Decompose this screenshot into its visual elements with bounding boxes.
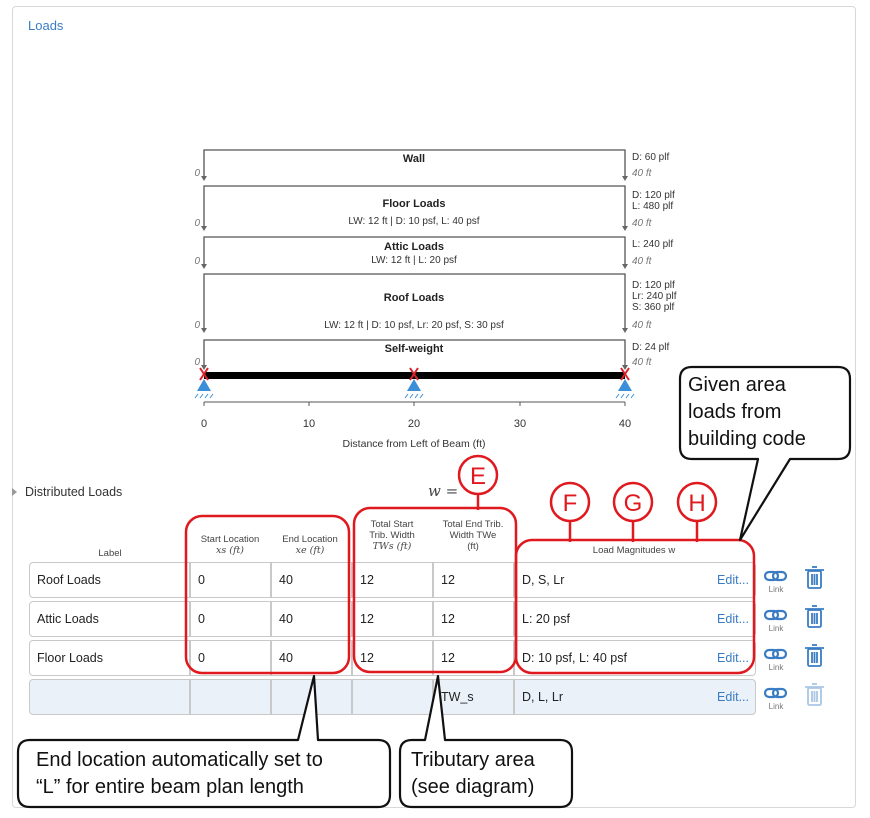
load-magnitude: L: 480 plf <box>632 201 674 212</box>
label-input[interactable]: Attic Loads <box>29 601 190 637</box>
end-label: 40 ft <box>632 357 652 368</box>
end-trib-width-input[interactable]: TW_s <box>433 679 514 715</box>
label-input[interactable]: Roof Loads <box>29 562 190 598</box>
start-location-input[interactable]: 0 <box>190 562 271 598</box>
load-name-wall: Wall <box>402 153 426 165</box>
load-detail-floor: LW: 12 ft | D: 10 psf, L: 40 psf <box>348 216 480 227</box>
end-trib-width-input[interactable]: 12 <box>433 601 514 637</box>
axis-tick-label: 0 <box>200 418 208 430</box>
start-label: 0 <box>194 168 200 179</box>
callout-end-text: “L” for entire beam plan length <box>36 776 304 798</box>
link-label: Link <box>768 702 784 711</box>
link-label: Link <box>768 663 784 672</box>
header-load-magnitudes: Load Magnitudes w <box>592 545 676 556</box>
start-label: 0 <box>194 218 200 229</box>
load-magnitude: Lr: 240 plf <box>632 291 677 302</box>
load-detail-attic: LW: 12 ft | L: 20 psf <box>371 255 457 266</box>
load-magnitudes-field[interactable]: D, L, Lr Edit... <box>514 679 756 715</box>
load-magnitude: D: 120 plf <box>632 190 675 201</box>
highlight-magnitudes-box <box>516 540 754 673</box>
end-location-input[interactable]: 40 <box>271 562 352 598</box>
edit-link[interactable]: Edit... <box>717 612 749 626</box>
start-location-input[interactable]: 0 <box>190 640 271 676</box>
axis-label: Distance from Left of Beam (ft) <box>342 438 486 450</box>
callout-trib-text: Tributary area <box>411 749 535 771</box>
load-magnitude: D: 60 plf <box>632 152 670 163</box>
load-magnitude: D: 24 plf <box>632 342 670 353</box>
end-label: 40 ft <box>632 168 652 179</box>
start-trib-width-input[interactable]: 12 <box>352 640 433 676</box>
load-name-selfweight: Self-weight <box>384 343 444 355</box>
load-magnitude: D: 120 plf <box>632 280 675 291</box>
start-trib-width-input[interactable]: 12 <box>352 601 433 637</box>
start-trib-width-input[interactable]: 12 <box>352 562 433 598</box>
highlight-trib-box <box>354 508 516 672</box>
edit-link[interactable]: Edit... <box>717 690 749 704</box>
highlight-location-box <box>186 516 349 673</box>
letter-e: E <box>469 463 487 490</box>
load-magnitude: L: 240 plf <box>632 239 674 250</box>
load-name-roof: Roof Loads <box>383 292 445 304</box>
end-label: 40 ft <box>632 256 652 267</box>
callout-trib-text: (see diagram) <box>411 776 535 798</box>
header-end-trib-width: Total End Trib. Width TWe (ft) <box>442 519 504 552</box>
letter-f: F <box>562 490 578 517</box>
end-trib-width-input[interactable]: 12 <box>433 562 514 598</box>
load-magnitudes-field[interactable]: D, S, Lr Edit... <box>514 562 756 598</box>
end-label: 40 ft <box>632 218 652 229</box>
end-label: 40 ft <box>632 320 652 331</box>
load-name-attic: Attic Loads <box>384 241 444 253</box>
letter-h: H <box>688 490 706 517</box>
edit-link[interactable]: Edit... <box>717 573 749 587</box>
link-label: Link <box>768 624 784 633</box>
callout-given-text: Given area <box>688 374 786 396</box>
header-start-trib-width: Total Start Trib. Width TWs (ft) <box>369 519 415 552</box>
header-end-location: End Location xe (ft) <box>282 534 338 556</box>
panel-title: Loads <box>28 18 64 33</box>
callout-given-text: building code <box>688 428 806 450</box>
axis-tick-label: 20 <box>407 418 421 430</box>
load-name-floor: Floor Loads <box>382 198 446 210</box>
end-location-input[interactable]: 40 <box>271 601 352 637</box>
end-location-input[interactable]: 40 <box>271 640 352 676</box>
start-location-input[interactable]: 0 <box>190 601 271 637</box>
start-label: 0 <box>194 357 200 368</box>
start-label: 0 <box>194 256 200 267</box>
edit-link[interactable]: Edit... <box>717 651 749 665</box>
link-label: Link <box>768 585 784 594</box>
axis-tick-label: 10 <box>302 418 316 430</box>
load-detail-roof: LW: 12 ft | D: 10 psf, Lr: 20 psf, S: 30 psf <box>324 320 504 331</box>
start-label: 0 <box>194 320 200 331</box>
end-trib-width-input[interactable]: 12 <box>433 640 514 676</box>
distributed-loads-label: Distributed Loads <box>25 485 123 499</box>
w-equation: w = <box>428 482 459 500</box>
axis-tick-label: 30 <box>513 418 527 430</box>
load-magnitude: S: 360 plf <box>632 302 675 313</box>
header-label: Label <box>98 548 122 559</box>
letter-g: G <box>623 490 643 517</box>
callout-end-text: End location automatically set to <box>36 749 323 771</box>
header-start-location: Start Location xs (ft) <box>200 534 260 556</box>
callout-given-text: loads from <box>688 401 782 423</box>
load-magnitudes-field[interactable]: L: 20 psf Edit... <box>514 601 756 637</box>
axis-tick-label: 40 <box>618 418 632 430</box>
load-magnitudes-field[interactable]: D: 10 psf, L: 40 psf Edit... <box>514 640 756 676</box>
label-input[interactable]: Floor Loads <box>29 640 190 676</box>
